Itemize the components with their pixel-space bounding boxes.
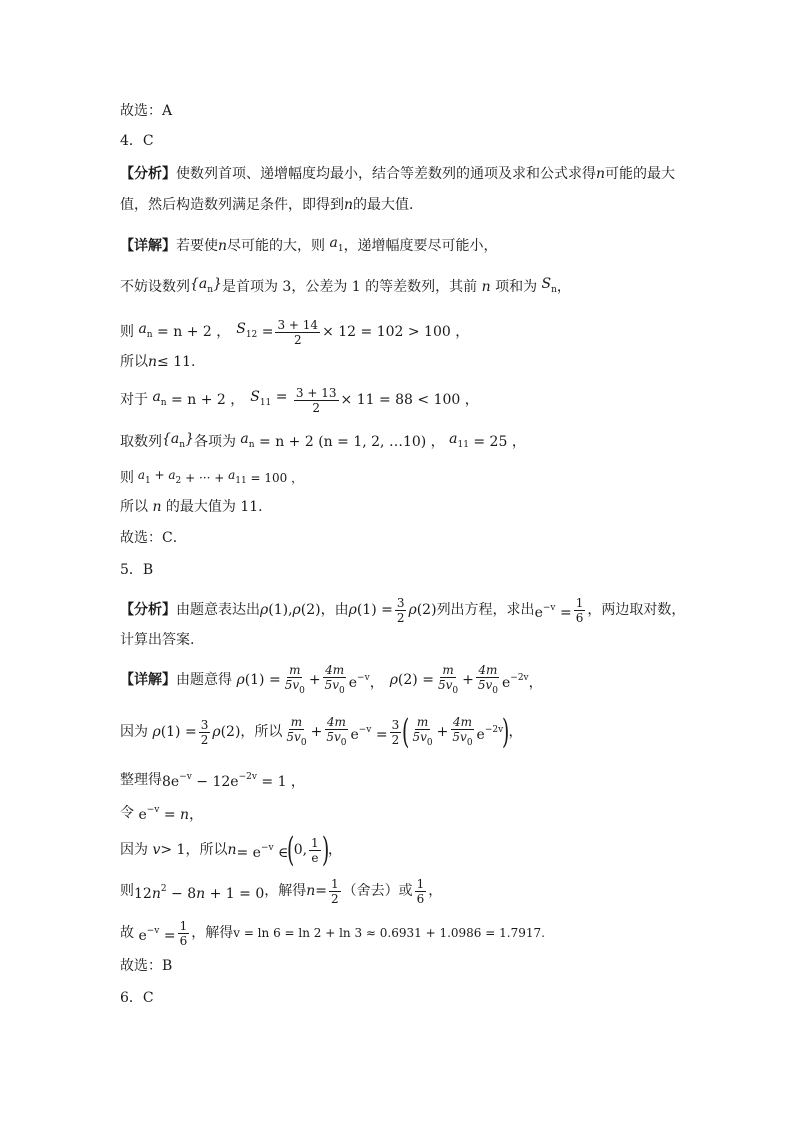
- solution-line: 则 $a_1 + a_2$ + ··· + $a_{11}$ = 100 ，: [120, 468, 304, 486]
- formula-line: 令 $e^{-v} = n$，: [120, 804, 204, 823]
- solution-line: 不妨设数列 $\{a_n\}$ 是首项为 3，公差为 1 的等差数列，其前 n 项和为 $S_n$ ，: [120, 276, 571, 295]
- formula-line: 因为 ρ (1) = $\frac{3}{2}$ ρ (2) ，所以 $\frac{m}{5v_0}$ + $\frac{4m}{5v_0}$ $e^{-v}$ = $\frac{3}{2}$ ( $\frac{m}{5v_0}$ + $\frac{4m}{5v_0}$ $e^{-2v}$ ) ，: [120, 712, 523, 752]
- fraction: $\frac{1}{6}$: [575, 595, 584, 625]
- formula-line: 【详解】 由题意得 ρ (1) = $\frac{m}{5v_0}$ + $\frac{4m}{5v_0}$ $e^{-v}$， ρ (2) = $\frac{m}{5v_0}$ + $\frac{4m}{5v_0}$ $e^{-2v}$，: [120, 662, 543, 696]
- answer-line: 故选：C．: [120, 530, 187, 546]
- formula-line: 整理得 $8e^{-v} - 12e^{-2v} = 1$ ，: [120, 771, 305, 790]
- question-number: 4．C: [120, 133, 154, 149]
- formula-line: 故 $e^{-v}$ = $\frac{1}{6}$ ，解得 v = ln 6 = ln 2 + ln 3 ≈ 0.6931 + 1.0986 = 1.7917.: [120, 918, 545, 948]
- analysis-line: 【分析】 由题意表达出 ρ (1), ρ (2) ，由 ρ (1) = $\frac{3}{2}$ ρ (2) 列出方程，求出 $e^{-v}$ = $\frac{1}{6}$ ，两边取对数，: [120, 595, 686, 625]
- question-number: 5．B: [120, 562, 154, 578]
- analysis-line: 计算出答案.: [120, 632, 195, 648]
- analysis-line: 【分析】 使数列首项、递增幅度均最小，结合等差数列的通项及求和公式求得 n 可能的最大: [120, 166, 676, 182]
- answer-line: 故选：B: [120, 958, 173, 974]
- formula-line: 对于 $a_n$ = n + 2 ， $S_{11}$ = $\frac{3 + 13}{2}$ × 11 = 88 < 100 ，: [120, 385, 479, 415]
- formula-line: 则 $12n^2 - 8n + 1 = 0$ ，解得 n = $\frac{1}{2}$ （舍去）或 $\frac{1}{6}$ ，: [120, 876, 443, 906]
- solution-line: 取数列 $\{a_n\}$ 各项为 $a_n$ = n + 2 (n = 1, 2, …10) ， $a_{11}$ = 25 ，: [120, 431, 526, 450]
- fraction: $\frac{3 + 14}{2}$: [277, 317, 319, 347]
- answer-line: 故选：A: [120, 103, 173, 119]
- solution-line: 所以 n 的最大值为 11．: [120, 499, 273, 515]
- fraction: $\frac{3 + 13}{2}$: [295, 385, 337, 415]
- analysis-line: 值，然后构造数列满足条件，即得到 n 的最大值．: [120, 197, 424, 213]
- formula-line: 则 $a_n$ = n + 2 ， $S_{12}$ = $\frac{3 + 14}{2}$ × 12 = 102 > 100 ，: [120, 317, 470, 347]
- solution-line: 所以 n ≤ 11.: [120, 354, 196, 370]
- solution-line: 【详解】 若要使 n 尽可能的大，则 $a_1$ ，递增幅度要尽可能小，: [120, 235, 498, 254]
- formula-line: 因为 v > 1 ，所以 n = $e^{-v}$ ∈ ( 0, $\frac{1}{e}$ ) ，: [120, 830, 342, 870]
- question-number: 6．C: [120, 990, 154, 1006]
- fraction: $\frac{3}{2}$: [396, 595, 405, 625]
